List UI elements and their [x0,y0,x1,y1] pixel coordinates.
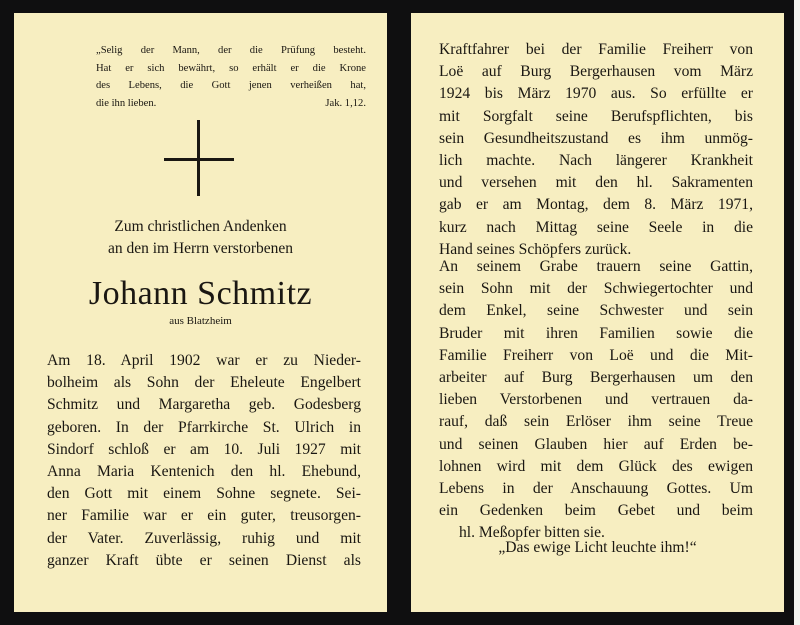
body-line: ganzer Kraft übte er seinen Dienst als [47,551,361,569]
body-line: den Gott mit einem Sohne segnete. Sei- [47,485,361,503]
body-line: sein Sohn mit der Schwiegertochter und [439,280,753,298]
body-line: Bruder mit ihren Familien sowie die [439,324,753,342]
body-line: rauf, daß sein Erlöser ihm seine Treue [439,413,753,431]
biography-continued [439,39,753,261]
bible-epigraph [96,42,366,112]
body-line: Familie Freiherr von Loë und die Mit- [439,346,753,364]
right-card-page [411,13,784,612]
body-line: und versehen mit den hl. Sakramenten [439,174,753,192]
epigraph-reference: Jak. 1,12. [325,97,366,109]
memorial-line-2: an den im Herrn verstorbenen [107,240,294,257]
body-line: geboren. In der Pfarrkirche St. Ulrich in [47,418,361,436]
memorial-heading [14,216,387,260]
body-line: gab er am Montag, dem 8. März 1971, [439,196,753,214]
epigraph-line: die ihn lieben. [96,97,157,109]
body-line: Lebens in der Anschauung Gottes. Um [439,479,753,497]
epigraph-line: des Lebens, die Gott jenen verheißen hat, [96,80,366,92]
closing-prayer: „Das ewige Licht leuchte ihm!“ [498,539,697,556]
left-card-page [14,13,387,612]
body-line: bolheim als Sohn der Eheleute Engelbert [47,374,361,392]
body-line: lohnen wird mit dem Glück des ewigen [439,457,753,475]
body-line: hl. Meßopfer bitten sie. [459,524,605,542]
body-line: An seinem Grabe trauern seine Gattin, [439,258,753,275]
body-line: Schmitz und Margaretha geb. Godesberg [47,396,361,414]
deceased-name: Johann Schmitz [88,275,313,312]
body-line: ein Gedenken beim Gebet und beim [439,502,753,520]
body-line: Loë auf Burg Bergerhausen vom März [439,63,753,81]
body-line: Am 18. April 1902 war er zu Nieder- [47,352,361,369]
body-line: der Vater. Zuverlässig, ruhig und mit [47,529,361,547]
body-line: kurz nach Mittag seine Seele in die [439,218,753,236]
body-line: arbeiter auf Burg Bergerhausen um den [439,368,753,386]
cross-icon [164,120,234,196]
body-line: lich machte. Nach längerer Krankheit [439,151,753,169]
body-line: Kraftfahrer bei der Familie Freiherr von [439,41,753,58]
epigraph-line: „Selig der Mann, der die Prüfung besteht. [96,45,366,56]
origin-place: aus Blatzheim [169,315,232,327]
body-line: Hand seines Schöpfers zurück. [439,240,632,258]
body-line: Anna Maria Kentenich den hl. Ehebund, [47,462,361,480]
body-line: und seinen Glauben hier auf Erden be- [439,435,753,453]
body-line: Sindorf schloß er am 10. Juli 1927 mit [47,440,361,458]
memorial-line-1: Zum christlichen Andenken [114,218,287,235]
mourners-text [439,256,753,544]
biography-text [47,350,361,572]
body-line: mit Sorgfalt seine Berufspflichten, bis [439,107,753,125]
body-line: 1924 bis März 1970 aus. So erfüllte er [439,85,753,103]
body-line: ner Familie war er ein guter, treusorgen- [47,507,361,525]
epigraph-line: Hat er sich bewährt, so erhält er die Krone [96,62,366,74]
body-line: sein Gesundheitszustand es ihm unmög- [439,129,753,147]
body-line: dem Enkel, seine Schwester und sein [439,302,753,320]
body-line: lieben Verstorbenen und vertrauen da- [439,391,753,409]
